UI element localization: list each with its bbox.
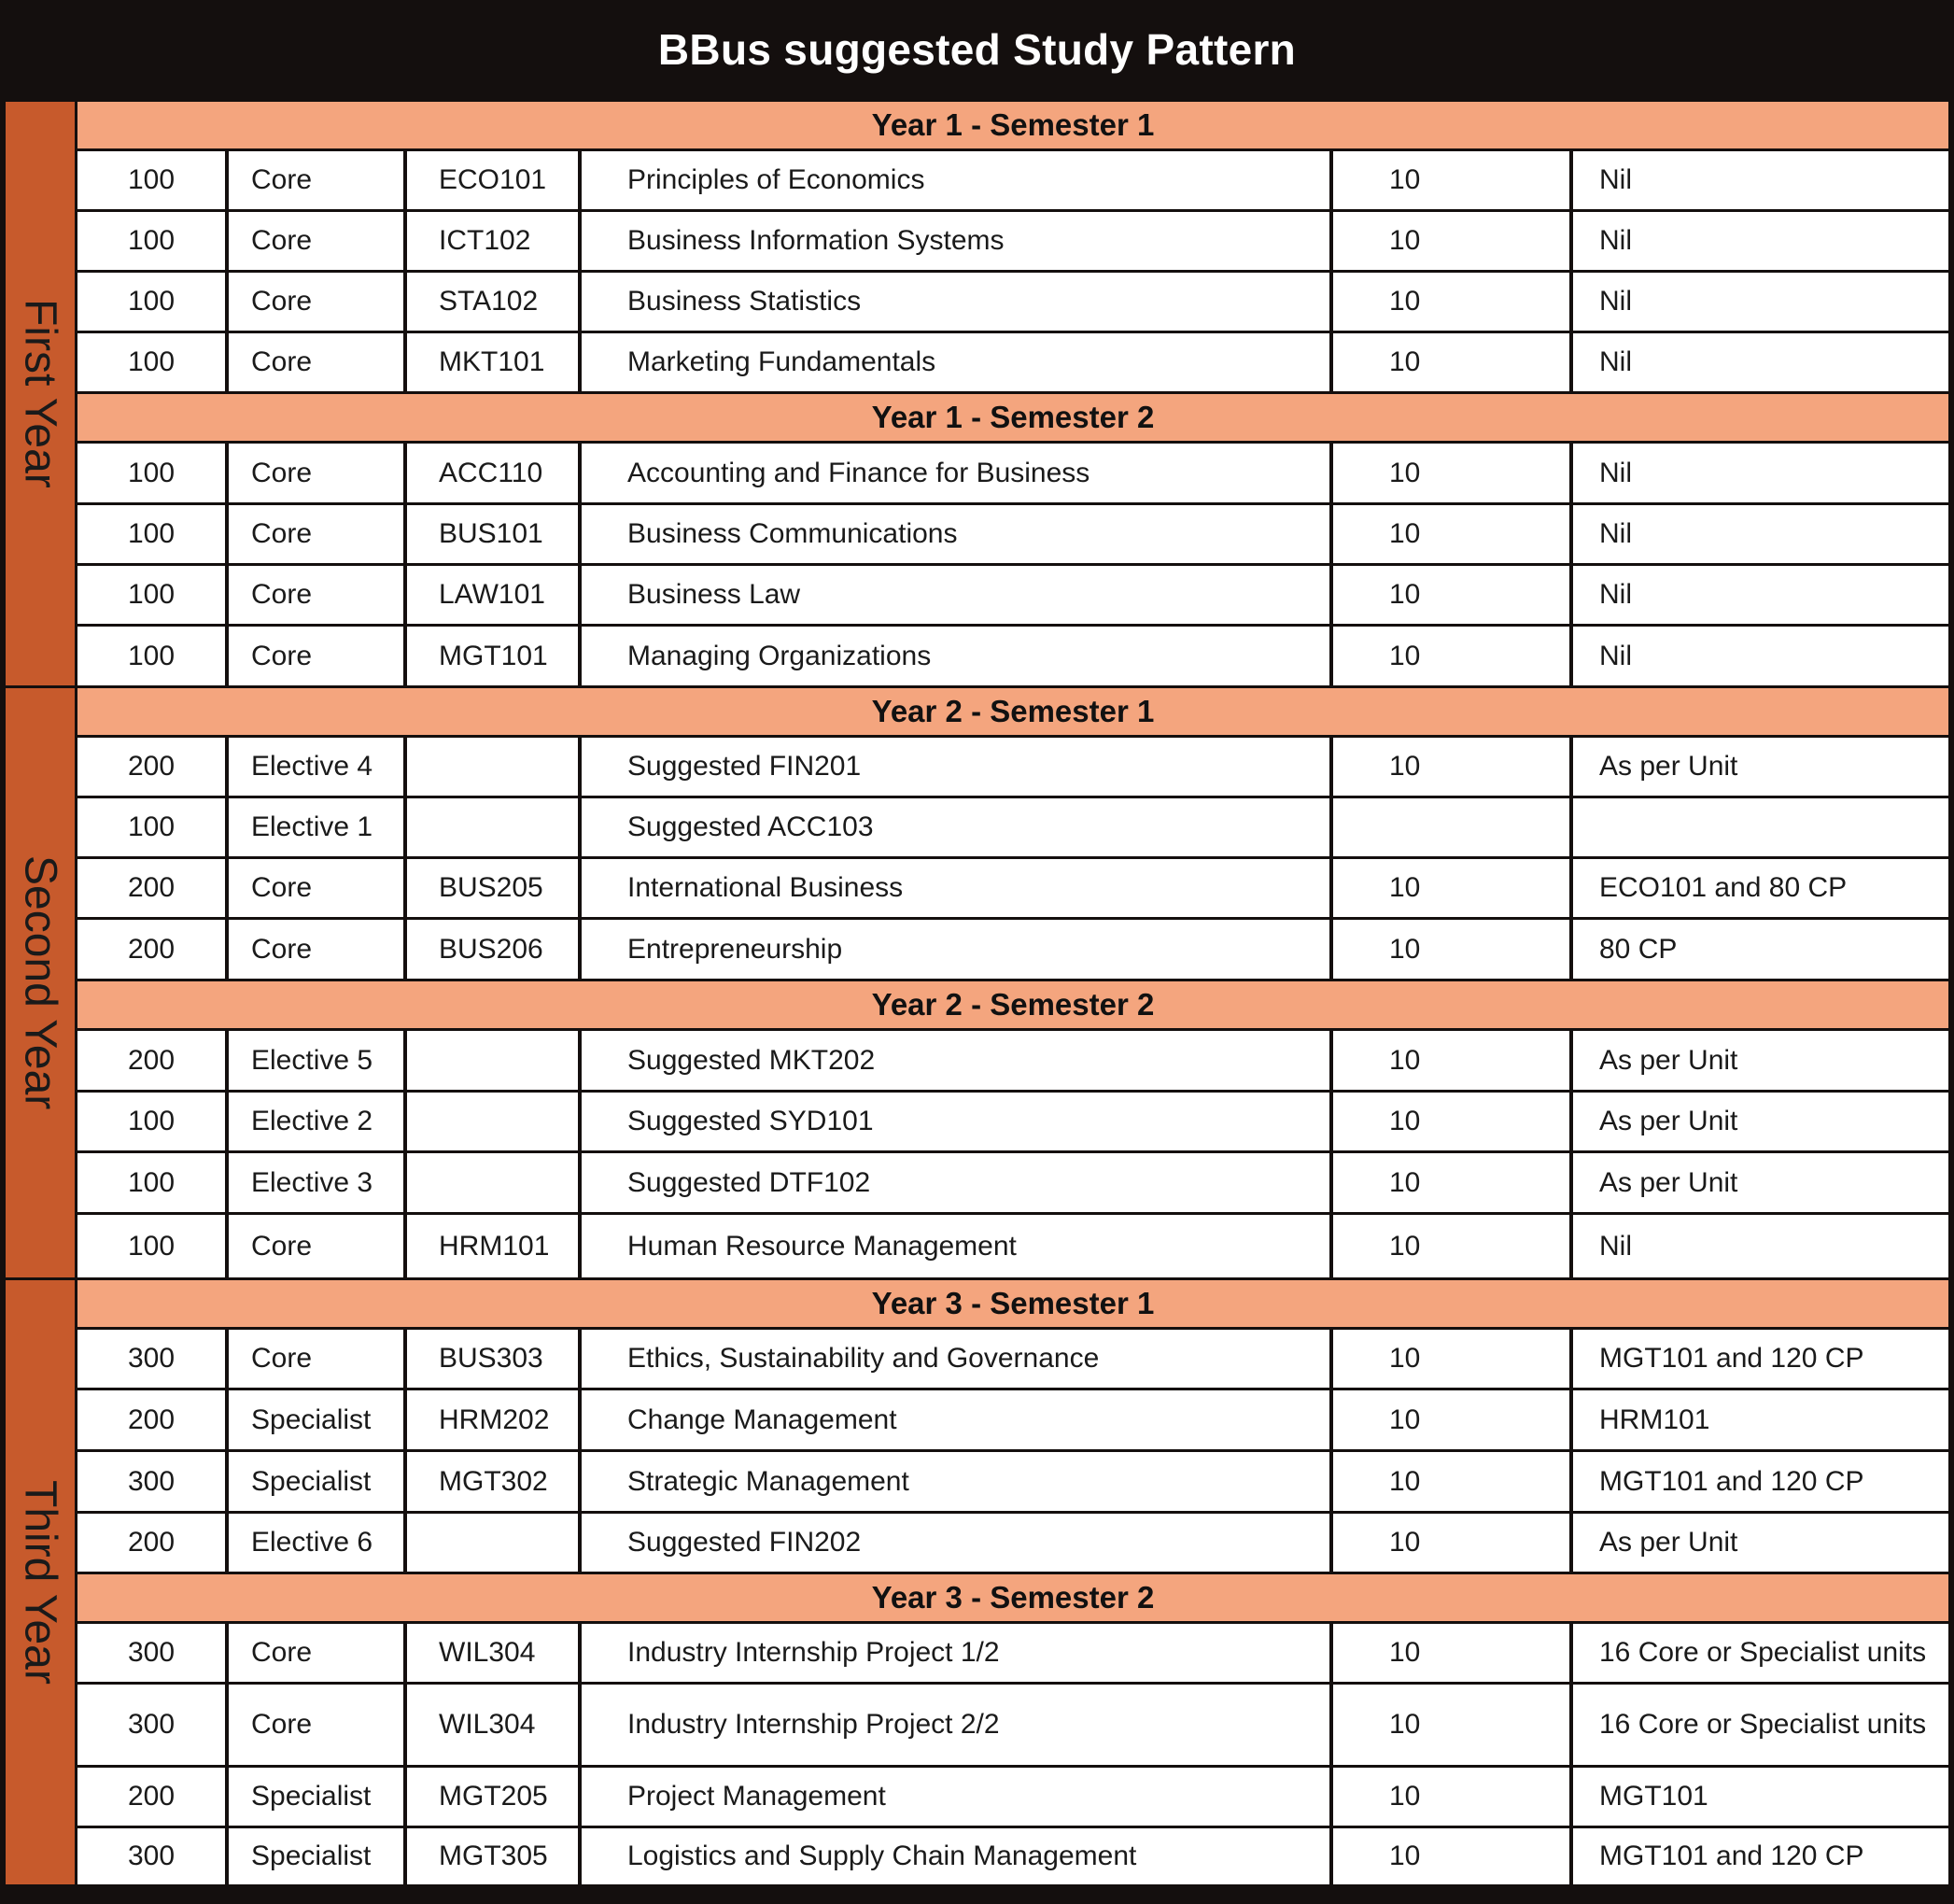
unit-name-cell: Suggested ACC103 <box>582 798 1329 856</box>
prerequisite-cell: ECO101 and 80 CP <box>1573 859 1948 917</box>
credit-points-cell: 10 <box>1333 1153 1569 1212</box>
semester-header: Year 2 - Semester 2 <box>77 981 1948 1028</box>
unit-code-cell <box>407 1093 578 1150</box>
prerequisite-cell: MGT101 and 120 CP <box>1573 1330 1948 1388</box>
table-row <box>77 1330 1948 1388</box>
credit-points-cell: 10 <box>1333 1093 1569 1150</box>
unit-code-cell: BUS206 <box>407 920 578 979</box>
table-row <box>77 1153 1948 1212</box>
course-type-cell: Specialist <box>229 1390 403 1449</box>
year-label-text: First Year <box>15 299 65 488</box>
unit-name-cell: Marketing Fundamentals <box>582 333 1329 391</box>
course-type-cell: Core <box>229 444 403 502</box>
course-type-cell: Elective 4 <box>229 738 403 796</box>
unit-code-cell: ECO101 <box>407 151 578 209</box>
table-row <box>77 627 1948 685</box>
course-level-cell: 200 <box>77 1390 225 1449</box>
unit-code-cell: WIL304 <box>407 1685 578 1765</box>
unit-code-cell: MGT205 <box>407 1768 578 1826</box>
unit-code-cell: BUS101 <box>407 505 578 563</box>
prerequisite-cell: Nil <box>1573 444 1948 502</box>
course-level-cell: 200 <box>77 859 225 917</box>
table-row <box>77 444 1948 502</box>
course-level-cell: 200 <box>77 920 225 979</box>
unit-name-cell: Business Communications <box>582 505 1329 563</box>
course-level-cell: 100 <box>77 273 225 331</box>
course-level-cell: 300 <box>77 1452 225 1511</box>
course-level-cell: 100 <box>77 627 225 685</box>
course-type-cell: Core <box>229 566 403 624</box>
prerequisite-cell: Nil <box>1573 333 1948 391</box>
unit-name-cell: Ethics, Sustainability and Governance <box>582 1330 1329 1388</box>
course-type-cell: Core <box>229 151 403 209</box>
unit-code-cell: HRM101 <box>407 1215 578 1277</box>
unit-name-cell: Suggested FIN201 <box>582 738 1329 796</box>
prerequisite-cell: As per Unit <box>1573 738 1948 796</box>
course-level-cell: 200 <box>77 1768 225 1826</box>
table-row <box>77 1685 1948 1765</box>
unit-code-cell <box>407 1153 578 1212</box>
course-level-cell: 300 <box>77 1624 225 1682</box>
credit-points-cell: 10 <box>1333 273 1569 331</box>
course-level-cell: 100 <box>77 1093 225 1150</box>
year-label-text: Second Year <box>15 855 65 1110</box>
course-type-cell: Core <box>229 859 403 917</box>
unit-name-cell: Suggested MKT202 <box>582 1031 1329 1090</box>
unit-code-cell: ICT102 <box>407 212 578 270</box>
unit-code-cell: BUS303 <box>407 1330 578 1388</box>
unit-name-cell: Entrepreneurship <box>582 920 1329 979</box>
table-row <box>77 1828 1948 1884</box>
course-level-cell: 100 <box>77 444 225 502</box>
unit-code-cell: WIL304 <box>407 1624 578 1682</box>
course-level-cell: 300 <box>77 1685 225 1765</box>
credit-points-cell: 10 <box>1333 859 1569 917</box>
prerequisite-cell: As per Unit <box>1573 1153 1948 1212</box>
course-type-cell: Core <box>229 1685 403 1765</box>
course-level-cell: 100 <box>77 798 225 856</box>
prerequisite-cell <box>1573 798 1948 856</box>
prerequisite-cell: Nil <box>1573 151 1948 209</box>
unit-name-cell: International Business <box>582 859 1329 917</box>
credit-points-cell <box>1333 798 1569 856</box>
unit-name-cell: Industry Internship Project 1/2 <box>582 1624 1329 1682</box>
credit-points-cell: 10 <box>1333 1031 1569 1090</box>
course-type-cell: Core <box>229 627 403 685</box>
course-type-cell: Specialist <box>229 1828 403 1884</box>
credit-points-cell: 10 <box>1333 920 1569 979</box>
table-row <box>77 1031 1948 1090</box>
prerequisite-cell: MGT101 and 120 CP <box>1573 1452 1948 1511</box>
unit-name-cell: Suggested SYD101 <box>582 1093 1329 1150</box>
course-level-cell: 100 <box>77 333 225 391</box>
course-type-cell: Elective 3 <box>229 1153 403 1212</box>
credit-points-cell: 10 <box>1333 333 1569 391</box>
unit-code-cell: HRM202 <box>407 1390 578 1449</box>
table-row <box>77 505 1948 563</box>
prerequisite-cell: MGT101 <box>1573 1768 1948 1826</box>
unit-name-cell: Change Management <box>582 1390 1329 1449</box>
prerequisite-cell: As per Unit <box>1573 1031 1948 1090</box>
prerequisite-cell: As per Unit <box>1573 1093 1948 1150</box>
unit-name-cell: Project Management <box>582 1768 1329 1826</box>
prerequisite-cell: Nil <box>1573 505 1948 563</box>
table-row <box>77 920 1948 979</box>
course-type-cell: Core <box>229 920 403 979</box>
prerequisite-cell: MGT101 and 120 CP <box>1573 1828 1948 1884</box>
unit-code-cell: LAW101 <box>407 566 578 624</box>
table-row <box>77 738 1948 796</box>
course-level-cell: 100 <box>77 212 225 270</box>
prerequisite-cell: Nil <box>1573 566 1948 624</box>
table-row <box>77 1514 1948 1572</box>
course-type-cell: Elective 5 <box>229 1031 403 1090</box>
prerequisite-cell: As per Unit <box>1573 1514 1948 1572</box>
credit-points-cell: 10 <box>1333 1330 1569 1388</box>
course-level-cell: 100 <box>77 151 225 209</box>
table-row <box>77 151 1948 209</box>
course-type-cell: Core <box>229 333 403 391</box>
prerequisite-cell: Nil <box>1573 1215 1948 1277</box>
credit-points-cell: 10 <box>1333 1215 1569 1277</box>
unit-name-cell: Logistics and Supply Chain Management <box>582 1828 1329 1884</box>
year-label <box>6 102 75 685</box>
unit-name-cell: Business Information Systems <box>582 212 1329 270</box>
course-type-cell: Elective 6 <box>229 1514 403 1572</box>
unit-code-cell: MKT101 <box>407 333 578 391</box>
unit-name-cell: Suggested FIN202 <box>582 1514 1329 1572</box>
year-label <box>6 688 75 1277</box>
unit-name-cell: Suggested DTF102 <box>582 1153 1329 1212</box>
course-level-cell: 300 <box>77 1330 225 1388</box>
course-type-cell: Core <box>229 1215 403 1277</box>
course-type-cell: Elective 2 <box>229 1093 403 1150</box>
credit-points-cell: 10 <box>1333 1452 1569 1511</box>
credit-points-cell: 10 <box>1333 1768 1569 1826</box>
semester-header: Year 3 - Semester 1 <box>77 1280 1948 1327</box>
course-level-cell: 100 <box>77 505 225 563</box>
unit-name-cell: Human Resource Management <box>582 1215 1329 1277</box>
table-row <box>77 1215 1948 1277</box>
unit-name-cell: Accounting and Finance for Business <box>582 444 1329 502</box>
course-level-cell: 200 <box>77 1031 225 1090</box>
table-row <box>77 1390 1948 1449</box>
credit-points-cell: 10 <box>1333 1514 1569 1572</box>
unit-code-cell <box>407 798 578 856</box>
credit-points-cell: 10 <box>1333 1685 1569 1765</box>
unit-name-cell: Business Law <box>582 566 1329 624</box>
course-type-cell: Core <box>229 1624 403 1682</box>
course-level-cell: 300 <box>77 1828 225 1884</box>
table-row <box>77 1093 1948 1150</box>
course-level-cell: 200 <box>77 738 225 796</box>
unit-code-cell: MGT101 <box>407 627 578 685</box>
semester-header: Year 3 - Semester 2 <box>77 1574 1948 1621</box>
credit-points-cell: 10 <box>1333 505 1569 563</box>
unit-code-cell: STA102 <box>407 273 578 331</box>
table-row <box>77 1624 1948 1682</box>
table-row <box>77 859 1948 917</box>
prerequisite-cell: Nil <box>1573 627 1948 685</box>
course-type-cell: Core <box>229 1330 403 1388</box>
course-type-cell: Core <box>229 505 403 563</box>
credit-points-cell: 10 <box>1333 566 1569 624</box>
table-row <box>77 566 1948 624</box>
unit-name-cell: Business Statistics <box>582 273 1329 331</box>
table-row <box>77 333 1948 391</box>
prerequisite-cell: 16 Core or Specialist units <box>1573 1685 1948 1765</box>
course-level-cell: 100 <box>77 1215 225 1277</box>
prerequisite-cell: Nil <box>1573 212 1948 270</box>
unit-code-cell <box>407 1031 578 1090</box>
course-level-cell: 200 <box>77 1514 225 1572</box>
year-label-text: Third Year <box>15 1480 65 1685</box>
prerequisite-cell: HRM101 <box>1573 1390 1948 1449</box>
unit-code-cell: ACC110 <box>407 444 578 502</box>
table-row <box>77 1452 1948 1511</box>
semester-header: Year 1 - Semester 2 <box>77 394 1948 441</box>
prerequisite-cell: Nil <box>1573 273 1948 331</box>
table-row <box>77 1768 1948 1826</box>
unit-name-cell: Industry Internship Project 2/2 <box>582 1685 1329 1765</box>
table-row <box>77 798 1948 856</box>
study-pattern-table <box>0 99 1954 1904</box>
year-label <box>6 1280 75 1884</box>
course-level-cell: 100 <box>77 566 225 624</box>
unit-name-cell: Principles of Economics <box>582 151 1329 209</box>
course-type-cell: Elective 1 <box>229 798 403 856</box>
course-type-cell: Core <box>229 212 403 270</box>
course-type-cell: Specialist <box>229 1452 403 1511</box>
course-type-cell: Specialist <box>229 1768 403 1826</box>
prerequisite-cell: 16 Core or Specialist units <box>1573 1624 1948 1682</box>
course-level-cell: 100 <box>77 1153 225 1212</box>
credit-points-cell: 10 <box>1333 212 1569 270</box>
credit-points-cell: 10 <box>1333 627 1569 685</box>
unit-code-cell: MGT302 <box>407 1452 578 1511</box>
semester-header: Year 1 - Semester 1 <box>77 102 1948 148</box>
unit-name-cell: Strategic Management <box>582 1452 1329 1511</box>
unit-code-cell <box>407 1514 578 1572</box>
semester-header: Year 2 - Semester 1 <box>77 688 1948 735</box>
table-row <box>77 273 1948 331</box>
credit-points-cell: 10 <box>1333 1624 1569 1682</box>
unit-code-cell: BUS205 <box>407 859 578 917</box>
page-title: BBus suggested Study Pattern <box>0 0 1954 99</box>
unit-code-cell: MGT305 <box>407 1828 578 1884</box>
prerequisite-cell: 80 CP <box>1573 920 1948 979</box>
credit-points-cell: 10 <box>1333 1390 1569 1449</box>
unit-name-cell: Managing Organizations <box>582 627 1329 685</box>
credit-points-cell: 10 <box>1333 444 1569 502</box>
unit-code-cell <box>407 738 578 796</box>
course-type-cell: Core <box>229 273 403 331</box>
table-row <box>77 212 1948 270</box>
credit-points-cell: 10 <box>1333 1828 1569 1884</box>
credit-points-cell: 10 <box>1333 151 1569 209</box>
credit-points-cell: 10 <box>1333 738 1569 796</box>
